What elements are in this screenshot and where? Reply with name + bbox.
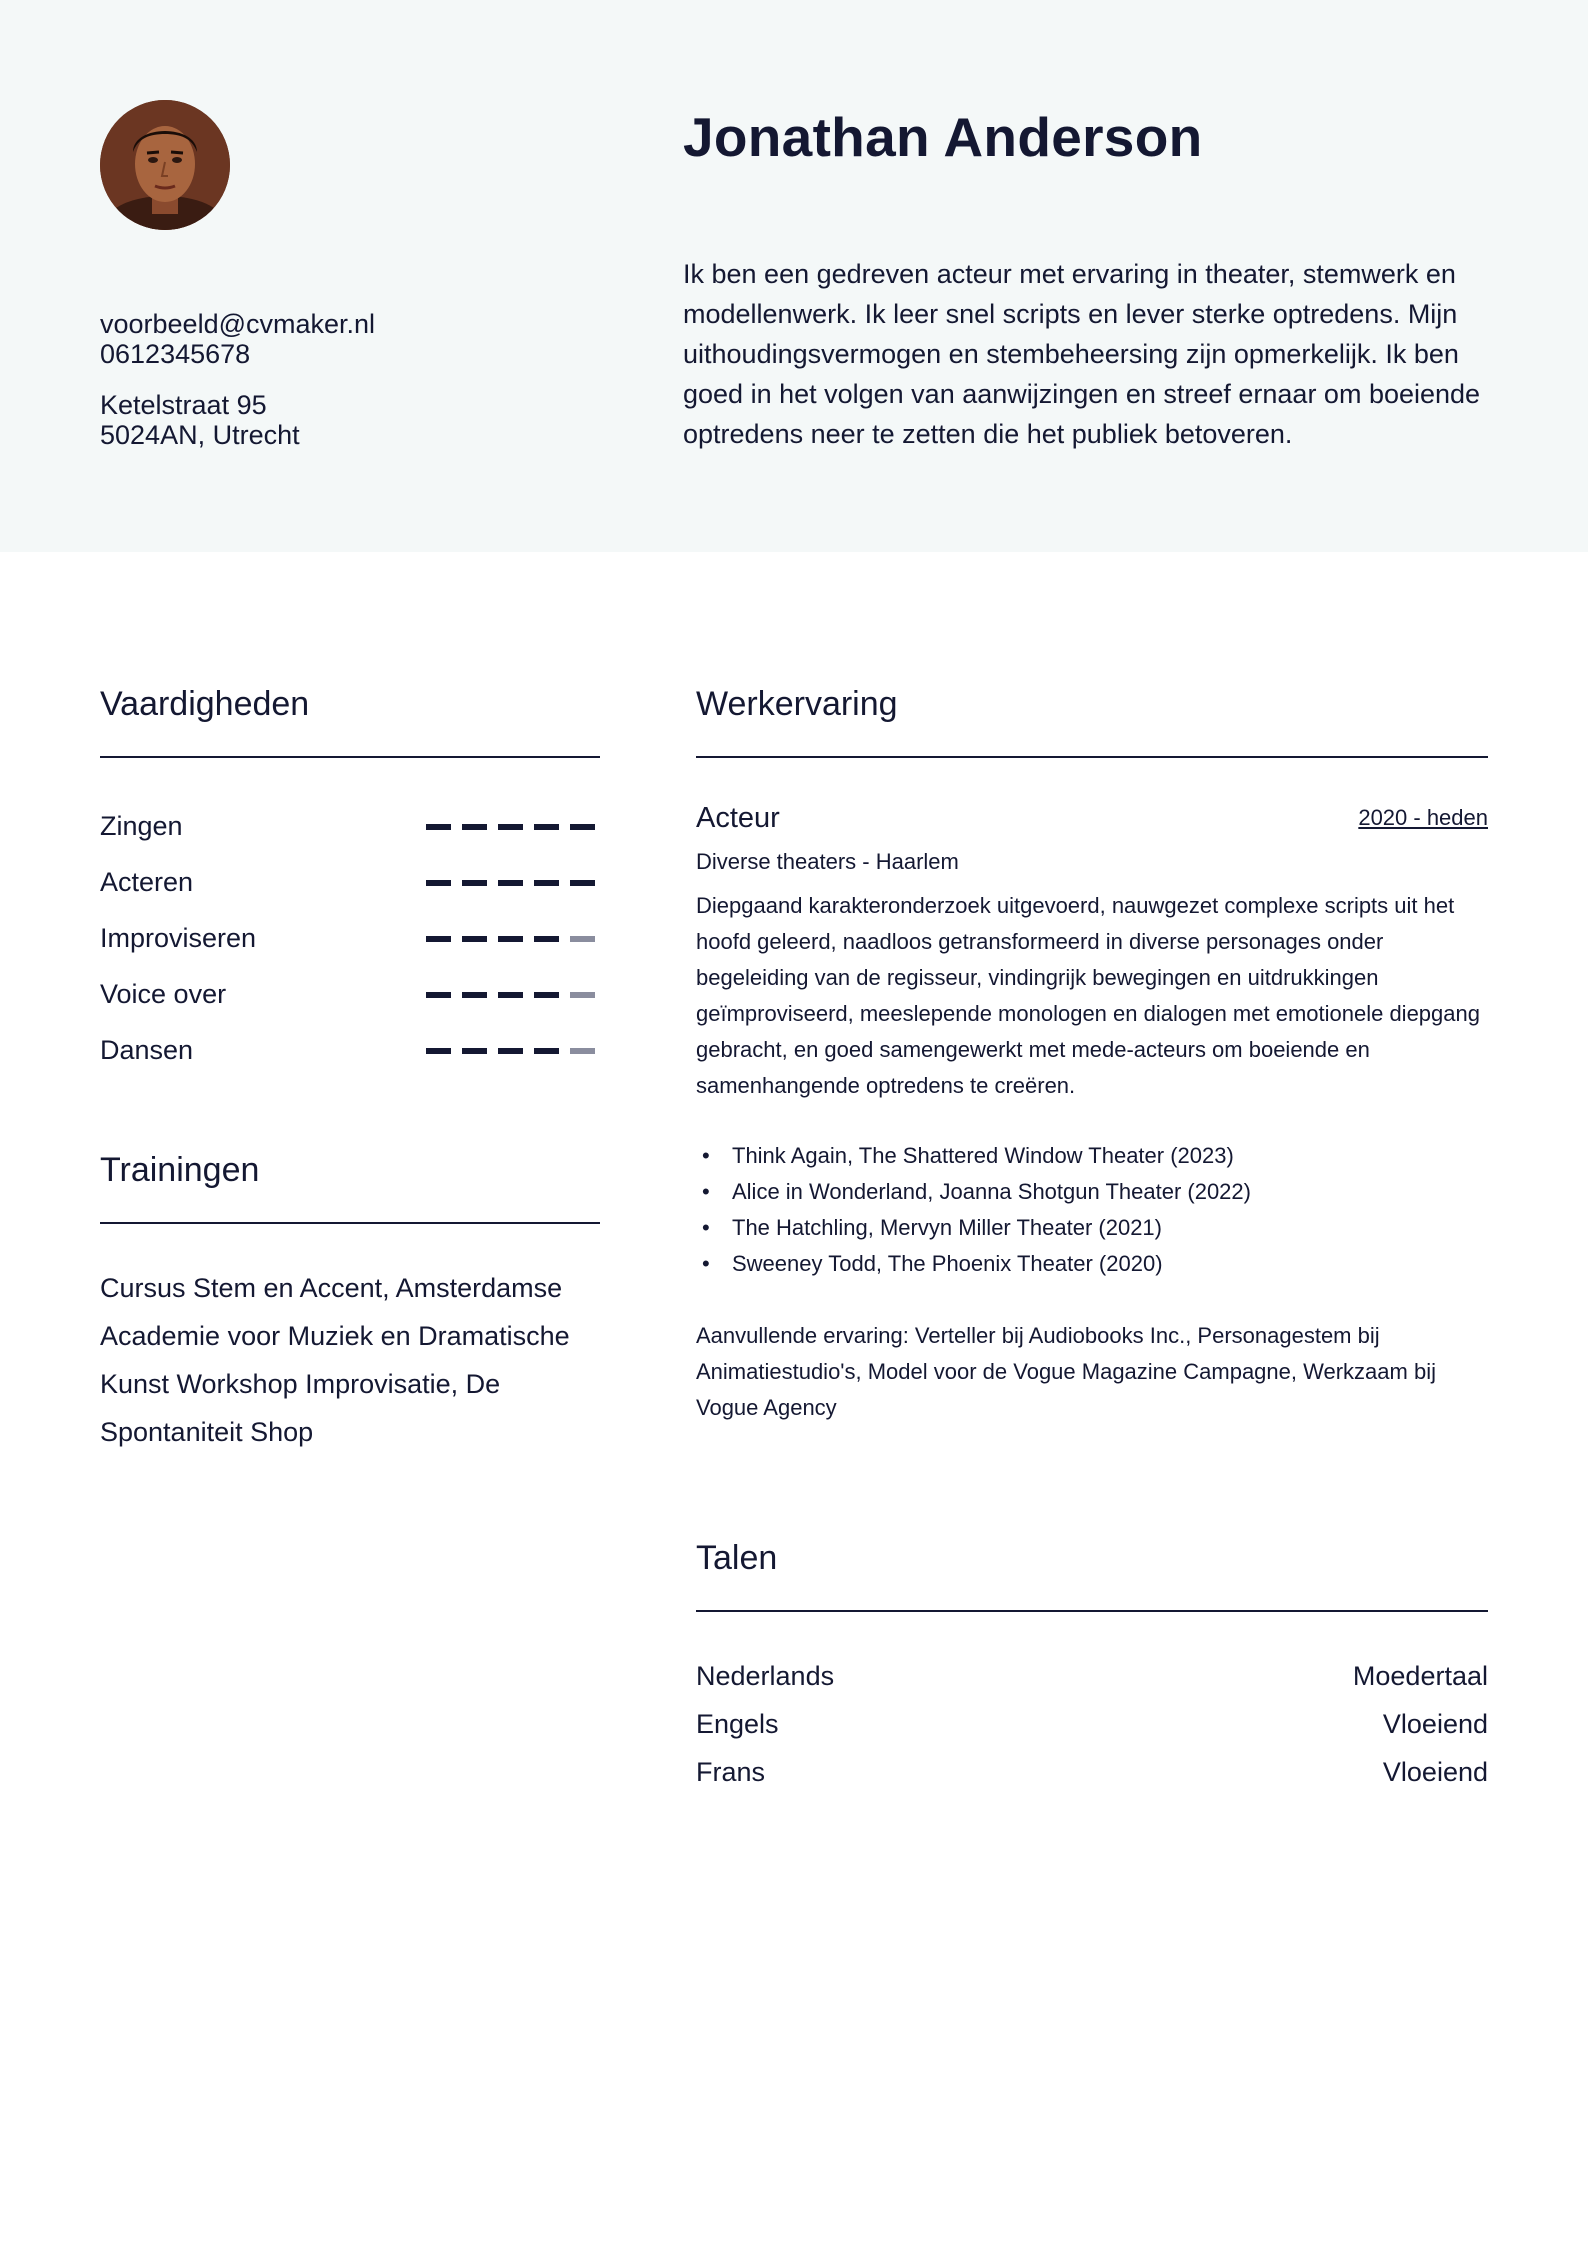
city: 5024AN, Utrecht <box>100 420 300 450</box>
list-item: • Alice in Wonderland, Joanna Shotgun Theater (2022) <box>696 1174 1496 1210</box>
skill-level-meter <box>426 824 596 830</box>
skill-segment-empty <box>570 936 595 942</box>
skill-segment-filled <box>534 936 559 942</box>
job-description: Diepgaand karakteronderzoek uitgevoerd, nauwgezet complexe scripts uit het hoofd geleerd, naadloos getransformeerd in diverse personages onder begeleiding van de regisseur, vindingrijk bewegingen en uitdrukkingen geïmproviseerd, meeslepende monologen en dialogen met emotionele diepgang gebracht, en goed samengewerkt met mede-acteurs om boeiende en samenhangende optredens te creëren. <box>696 893 1480 1098</box>
productions-list <box>696 1138 1496 1282</box>
skill-row <box>100 806 600 846</box>
experience-divider <box>696 756 1488 758</box>
skill-level-meter <box>426 880 596 886</box>
skill-segment-filled <box>462 1048 487 1054</box>
profile-summary: Ik ben een gedreven acteur met ervaring in theater, stemwerk en modellenwerk. Ik leer snel scripts en lever sterke optredens. Mijn uithoudingsvermogen en stembeheersing zijn opmerkelijk. Ik ben goed in het volgen van aanwijzingen en streef ernaar om boeiende optredens neer te zetten die het publiek betoveren. <box>683 259 1481 449</box>
email: voorbeeld@cvmaker.nl <box>100 309 376 339</box>
language-row <box>696 1752 1488 1792</box>
list-item: • The Hatchling, Mervyn Miller Theater (2021) <box>696 1210 1496 1246</box>
skill-name: Acteren <box>100 867 194 897</box>
skill-row <box>100 1030 600 1070</box>
job-title: Acteur <box>696 802 780 834</box>
skill-segment-filled <box>498 880 523 886</box>
languages-divider <box>696 1610 1488 1612</box>
list-item: • Think Again, The Shattered Window Theater (2023) <box>696 1138 1496 1174</box>
skill-segment-filled <box>426 824 451 830</box>
experience-heading: Werkervaring <box>696 685 898 723</box>
skill-segment-filled <box>498 1048 523 1054</box>
street: Ketelstraat 95 <box>100 390 267 420</box>
skill-segment-filled <box>426 992 451 998</box>
skill-segment-filled <box>498 992 523 998</box>
profile-photo <box>100 100 230 230</box>
skill-name: Zingen <box>100 811 183 841</box>
trainings-heading: Trainingen <box>100 1151 260 1189</box>
skill-level-meter <box>426 936 596 942</box>
skill-row <box>100 918 600 958</box>
skills-heading: Vaardigheden <box>100 685 310 723</box>
skill-segment-filled <box>426 936 451 942</box>
phone: 0612345678 <box>100 339 251 369</box>
language-level: Vloeiend <box>1382 1709 1488 1739</box>
skill-name: Voice over <box>100 979 227 1009</box>
skill-segment-filled <box>534 1048 559 1054</box>
skill-name: Dansen <box>100 1035 194 1065</box>
skill-segment-filled <box>534 880 559 886</box>
skill-segment-filled <box>498 936 523 942</box>
skill-row <box>100 974 600 1014</box>
additional-experience: Aanvullende ervaring: Verteller bij Audiobooks Inc., Personagestem bij Animatiestudio's, Model voor de Vogue Magazine Campagne, Werkzaam bij Vogue Agency <box>696 1323 1436 1420</box>
skill-segment-filled <box>426 880 451 886</box>
skill-segment-filled <box>570 880 595 886</box>
cv-header <box>0 0 1588 552</box>
language-name: Nederlands <box>696 1661 835 1691</box>
language-level: Vloeiend <box>1382 1757 1488 1787</box>
skill-segment-filled <box>462 824 487 830</box>
skill-segment-empty <box>570 992 595 998</box>
skill-segment-filled <box>570 824 595 830</box>
address <box>100 390 300 450</box>
skill-segment-filled <box>462 936 487 942</box>
skill-segment-filled <box>534 824 559 830</box>
skill-segment-empty <box>570 1048 595 1054</box>
skill-row <box>100 862 600 902</box>
language-level: Moedertaal <box>1352 1661 1488 1691</box>
skill-segment-filled <box>462 992 487 998</box>
language-row <box>696 1704 1488 1744</box>
skills-divider <box>100 756 600 758</box>
skill-name: Improviseren <box>100 923 257 953</box>
trainings-divider <box>100 1222 600 1224</box>
language-name: Frans <box>696 1757 766 1787</box>
skill-level-meter <box>426 1048 596 1054</box>
contact-info <box>100 309 375 369</box>
skill-segment-filled <box>534 992 559 998</box>
job-company: Diverse theaters - Haarlem <box>696 849 959 874</box>
trainings-text: Cursus Stem en Accent, Amsterdamse Academie voor Muziek en Dramatische Kunst Workshop Improvisatie, De Spontaniteit Shop <box>100 1273 570 1447</box>
skill-segment-filled <box>462 880 487 886</box>
skill-segment-filled <box>498 824 523 830</box>
language-row <box>696 1656 1488 1696</box>
languages-heading: Talen <box>696 1539 778 1577</box>
list-item: • Sweeney Todd, The Phoenix Theater (2020) <box>696 1246 1496 1282</box>
language-name: Engels <box>696 1709 779 1739</box>
skill-segment-filled <box>426 1048 451 1054</box>
full-name: Jonathan Anderson <box>683 106 1203 168</box>
skill-level-meter <box>426 992 596 998</box>
job-period: 2020 - heden <box>1358 805 1488 830</box>
